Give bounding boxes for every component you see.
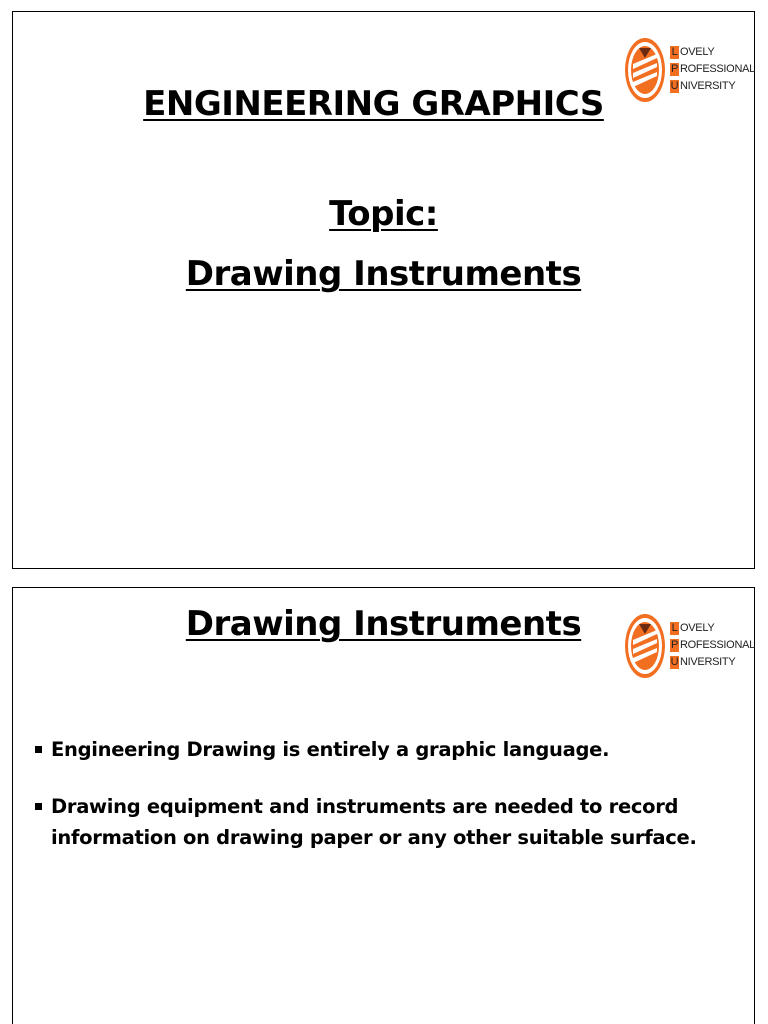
square-bullet-icon xyxy=(35,803,42,810)
bullet-item xyxy=(35,734,734,765)
logo-word-3: NIVERSITY xyxy=(680,656,736,668)
logo-initial-u: U xyxy=(670,80,679,92)
slide-1-topic-label: Topic: xyxy=(329,194,438,234)
slide-2 xyxy=(12,587,755,1024)
bullet-item xyxy=(35,791,734,853)
bullet-text: Engineering Drawing is entirely a graphic language. xyxy=(51,738,610,761)
slide-1-title: ENGINEERING GRAPHICS xyxy=(143,84,604,124)
bullet-text: Drawing equipment and instruments are needed to record information on drawing paper or any other suitable surface. xyxy=(51,795,697,849)
logo-word-2: ROFESSIONAL xyxy=(680,63,755,75)
logo-word-2: ROFESSIONAL xyxy=(680,639,755,651)
university-logo xyxy=(624,32,755,108)
logo-initial-l: L xyxy=(671,622,678,634)
logo-word-1: OVELY xyxy=(680,46,715,58)
logo-initial-l: L xyxy=(671,46,678,58)
logo-initial-p: P xyxy=(670,63,679,75)
square-bullet-icon xyxy=(35,746,42,753)
logo-word-3: NIVERSITY xyxy=(680,80,736,92)
logo-initial-u: U xyxy=(670,656,679,668)
university-name xyxy=(670,44,755,95)
logo-word-1: OVELY xyxy=(680,622,715,634)
slide-1 xyxy=(12,11,755,569)
bullet-list xyxy=(35,734,734,879)
slide-2-title: Drawing Instruments xyxy=(185,604,582,644)
slide-1-topic-name: Drawing Instruments xyxy=(185,254,582,294)
logo-initial-p: P xyxy=(670,639,679,651)
